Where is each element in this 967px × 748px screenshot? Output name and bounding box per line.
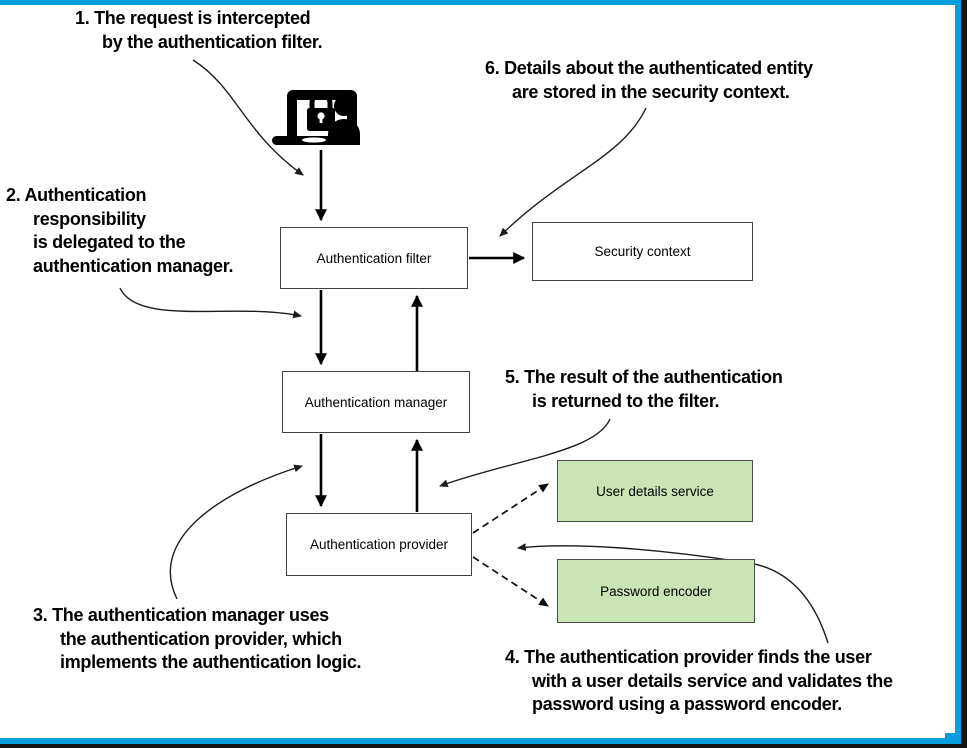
laptop-base xyxy=(272,136,360,145)
pointer-annotation-3 xyxy=(170,466,302,599)
node-label: Authentication filter xyxy=(316,250,432,266)
arrow-provider-to-password-encoder xyxy=(473,557,548,606)
laptop-lock-user-icon xyxy=(272,90,360,145)
node-authentication-manager xyxy=(282,371,470,433)
frame-corner-square xyxy=(945,733,961,744)
user-head xyxy=(334,96,354,116)
annotation-line: 1. The request is intercepted xyxy=(75,8,311,28)
node-label: Authentication manager xyxy=(304,394,448,410)
arrow-provider-to-user-details-service xyxy=(473,484,548,533)
frame-right-edge xyxy=(961,0,967,748)
node-security-context xyxy=(532,222,753,281)
node-authentication-provider xyxy=(286,513,472,576)
laptop-screen-frame xyxy=(287,90,357,136)
node-label: Authentication provider xyxy=(309,537,449,552)
annotation-line: 4. The authentication provider finds the user xyxy=(505,647,872,667)
frame-right-rule xyxy=(955,0,961,744)
annotation-line: responsibility xyxy=(33,208,146,229)
node-label: Password encoder xyxy=(600,583,712,599)
frame-bottom-rule xyxy=(0,738,961,744)
annotation-line: 6. Details about the authenticated entity xyxy=(485,58,813,78)
frame-top-rule xyxy=(0,0,967,5)
frame-bottom-edge xyxy=(0,744,967,748)
node-label: Security context xyxy=(594,244,691,259)
annotation-line: by the authentication filter. xyxy=(102,31,323,52)
pointer-annotation-1 xyxy=(193,60,303,175)
padlock-shackle xyxy=(312,94,330,109)
annotation-line: authentication manager. xyxy=(33,255,234,276)
annotation-3 xyxy=(33,604,361,675)
padlock-keyhole xyxy=(317,112,324,119)
annotation-line: 3. The authentication manager uses xyxy=(33,605,329,625)
annotation-line: 5. The result of the authentication xyxy=(505,367,783,387)
annotation-2 xyxy=(6,184,233,278)
annotation-4 xyxy=(505,646,893,717)
padlock-body xyxy=(307,108,335,131)
annotation-1 xyxy=(75,7,322,54)
pointer-annotation-6 xyxy=(500,108,646,236)
pointer-annotation-2 xyxy=(120,288,301,316)
laptop-base-notch xyxy=(302,137,326,142)
node-user-details-service xyxy=(557,460,753,522)
node-label: User details service xyxy=(596,483,714,499)
annotation-line: implements the authentication logic. xyxy=(60,652,362,672)
annotation-line: password using a password encoder. xyxy=(532,694,842,714)
annotation-line: is delegated to the xyxy=(33,232,186,252)
annotation-line: is returned to the filter. xyxy=(532,390,720,411)
annotation-line: are stored in the security context. xyxy=(512,81,790,102)
annotation-6 xyxy=(485,57,813,104)
annotation-5 xyxy=(505,366,783,413)
node-authentication-filter xyxy=(280,227,468,289)
user-shoulders xyxy=(328,119,360,145)
padlock-keyhole-slot xyxy=(320,117,323,123)
node-password-encoder xyxy=(557,559,755,623)
annotation-line: the authentication provider, which xyxy=(60,628,342,649)
annotation-line: 2. Authentication xyxy=(6,185,147,205)
annotation-line: with a user details service and validates the xyxy=(532,670,893,691)
